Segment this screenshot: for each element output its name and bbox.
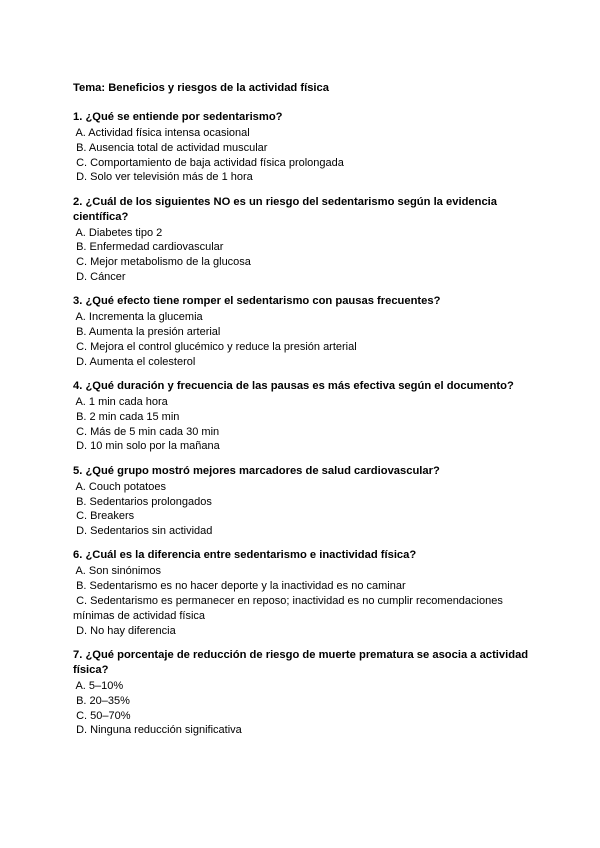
- question-2: [73, 195, 533, 285]
- option-d: D. 10 min solo por la mañana: [76, 440, 220, 453]
- question-text: 2. ¿Cuál de los siguientes NO es un riesgo del sedentarismo según la evidencia científica?: [73, 195, 498, 223]
- option-a: A. Couch potatoes: [75, 480, 166, 493]
- option-b: B. Sedentarios prolongados: [76, 495, 212, 508]
- option-c: C. 50–70%: [76, 709, 131, 722]
- document-page: [73, 81, 533, 748]
- question-3: [73, 294, 533, 369]
- option-c: C. Mejora el control glucémico y reduce la presión arterial: [76, 340, 357, 353]
- option-b: B. Ausencia total de actividad muscular: [76, 141, 268, 154]
- question-text: 7. ¿Qué porcentaje de reducción de riesgo de muerte prematura se asocia a actividad física?: [73, 648, 529, 676]
- question-5: [73, 464, 533, 539]
- option-d: D. Aumenta el colesterol: [76, 355, 196, 368]
- question-text: 4. ¿Qué duración y frecuencia de las pausas es más efectiva según el documento?: [73, 380, 514, 393]
- option-d: D. No hay diferencia: [76, 624, 176, 637]
- question-text: 5. ¿Qué grupo mostró mejores marcadores de salud cardiovascular?: [73, 464, 440, 477]
- option-d: D. Sedentarios sin actividad: [76, 525, 213, 538]
- option-a: A. Actividad física intensa ocasional: [75, 127, 250, 139]
- question-7: [73, 648, 533, 738]
- option-a: A. Incrementa la glucemia: [75, 311, 203, 324]
- option-b: B. Enfermedad cardiovascular: [76, 241, 224, 254]
- option-d: D. Cáncer: [76, 271, 126, 284]
- question-text: 6. ¿Cuál es la diferencia entre sedentarismo e inactividad física?: [73, 549, 417, 562]
- option-b: B. Aumenta la presión arterial: [76, 326, 221, 339]
- question-4: [73, 379, 533, 454]
- option-b: B. 20–35%: [76, 694, 130, 707]
- option-d: D. Ninguna reducción significativa: [76, 724, 242, 737]
- option-b: B. 2 min cada 15 min: [76, 410, 180, 423]
- question-text: 1. ¿Qué se entiende por sedentarismo?: [73, 111, 283, 123]
- option-a: A. Son sinónimos: [75, 565, 162, 578]
- option-c: C. Sedentarismo es permanecer en reposo; inactividad es no cumplir recomendaciones mínimas de actividad física: [73, 595, 503, 622]
- option-b: B. Sedentarismo es no hacer deporte y la inactividad es no caminar: [76, 580, 406, 593]
- option-c: C. Más de 5 min cada 30 min: [76, 425, 220, 438]
- page-title: Tema: Beneficios y riesgos de la actividad física: [73, 82, 329, 94]
- option-c: C. Breakers: [76, 510, 135, 523]
- question-text: 3. ¿Qué efecto tiene romper el sedentarismo con pausas frecuentes?: [73, 295, 441, 308]
- option-c: C. Mejor metabolismo de la glucosa: [76, 256, 251, 269]
- option-c: C. Comportamiento de baja actividad física prolongada: [76, 156, 344, 169]
- option-a: A. 1 min cada hora: [75, 396, 168, 409]
- option-a: A. Diabetes tipo 2: [75, 226, 163, 239]
- option-d: D. Solo ver televisión más de 1 hora: [76, 171, 253, 184]
- option-a: A. 5–10%: [75, 679, 124, 692]
- question-6: [73, 548, 533, 638]
- question-1: [73, 110, 533, 185]
